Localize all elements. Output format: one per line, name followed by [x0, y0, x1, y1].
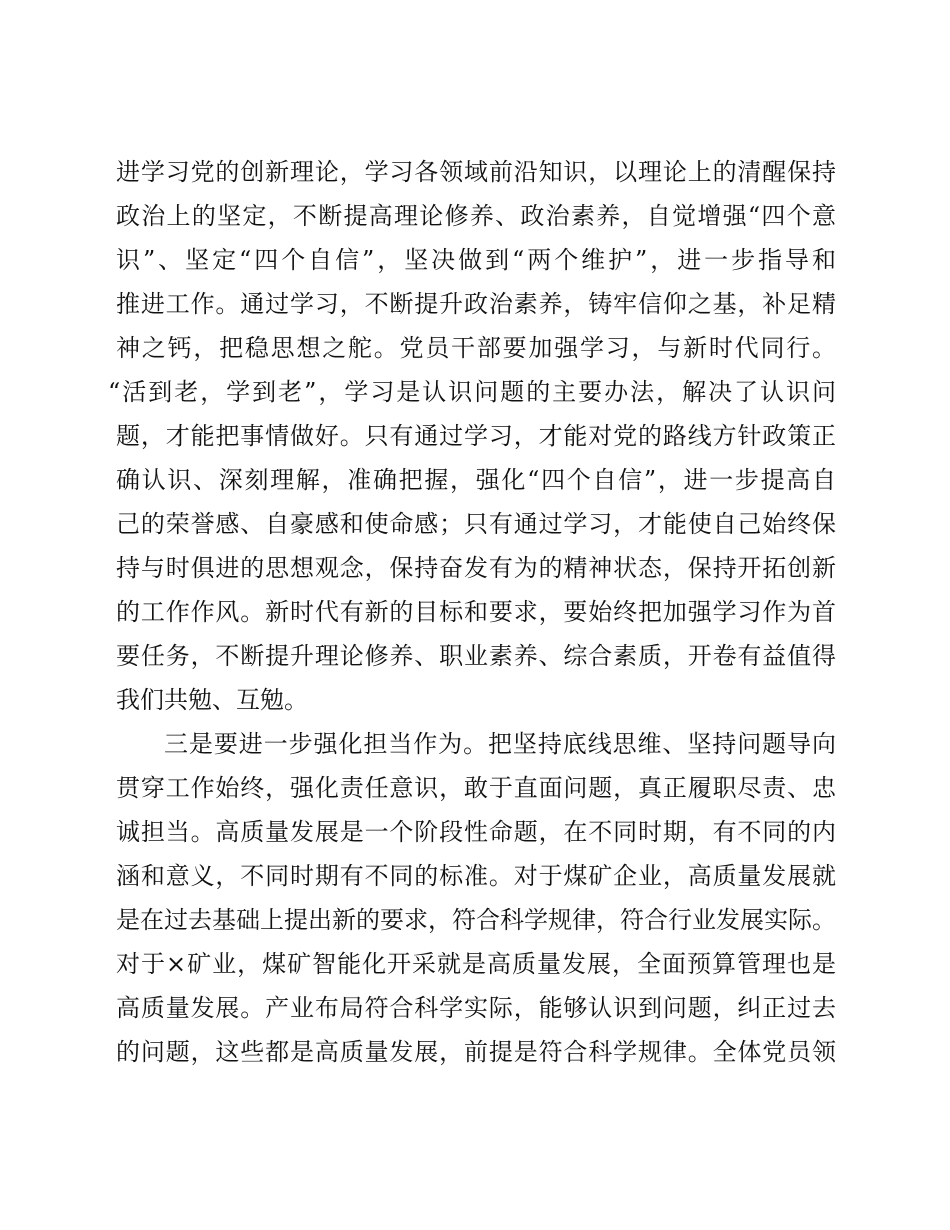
paragraph-line: 的工作作风。新时代有新的目标和要求，要始终把加强学习作为首	[116, 598, 836, 626]
paragraph-line: 诚担当。高质量发展是一个阶段性命题，在不同时期，有不同的内	[116, 818, 836, 846]
paragraph-2	[116, 722, 836, 1074]
body-text	[108, 150, 836, 1074]
paragraph-line: 己的荣誉感、自豪感和使命感；只有通过学习，才能使自己始终保	[116, 510, 836, 538]
paragraph-line: 识”、坚定“四个自信”，坚决做到“两个维护”，进一步指导和	[116, 246, 836, 274]
paragraph-line: 的问题，这些都是高质量发展，前提是符合科学规律。全体党员领	[116, 1038, 836, 1066]
paragraph-line: 贯穿工作始终，强化责任意识，敢于直面问题，真正履职尽责、忠	[116, 774, 836, 802]
paragraph-line: 持与时俱进的思想观念，保持奋发有为的精神状态，保持开拓创新	[116, 554, 836, 582]
paragraph-line: 确认识、深刻理解，准确把握，强化“四个自信”，进一步提高自	[116, 466, 836, 494]
paragraph-line: 题，才能把事情做好。只有通过学习，才能对党的路线方针政策正	[116, 422, 836, 450]
paragraph-line: 我们共勉、互勉。	[116, 686, 308, 714]
paragraph-line: 三是要进一步强化担当作为。把坚持底线思维、坚持问题导向	[164, 730, 836, 758]
paragraph-line: 神之钙，把稳思想之舵。党员干部要加强学习，与新时代同行。	[116, 334, 836, 362]
paragraph-line: 对于×矿业，煤矿智能化开采就是高质量发展，全面预算管理也是	[116, 950, 836, 978]
paragraph-line: 进学习党的创新理论，学习各领域前沿知识，以理论上的清醒保持	[116, 158, 836, 186]
paragraph-line: “活到老，学到老”，学习是认识问题的主要办法，解决了认识问	[108, 378, 836, 406]
paragraph-line: 推进工作。通过学习，不断提升政治素养，铸牢信仰之基，补足精	[116, 290, 836, 318]
paragraph-line: 涵和意义，不同时期有不同的标准。对于煤矿企业，高质量发展就	[116, 862, 836, 890]
paragraph-line: 是在过去基础上提出新的要求，符合科学规律，符合行业发展实际。	[116, 906, 836, 934]
paragraph-line: 要任务，不断提升理论修养、职业素养、综合素质，开卷有益值得	[116, 642, 836, 670]
paragraph-line: 政治上的坚定，不断提高理论修养、政治素养，自觉增强“四个意	[116, 202, 836, 230]
paragraph-1	[108, 150, 836, 722]
paragraph-line: 高质量发展。产业布局符合科学实际，能够认识到问题，纠正过去	[116, 994, 836, 1022]
